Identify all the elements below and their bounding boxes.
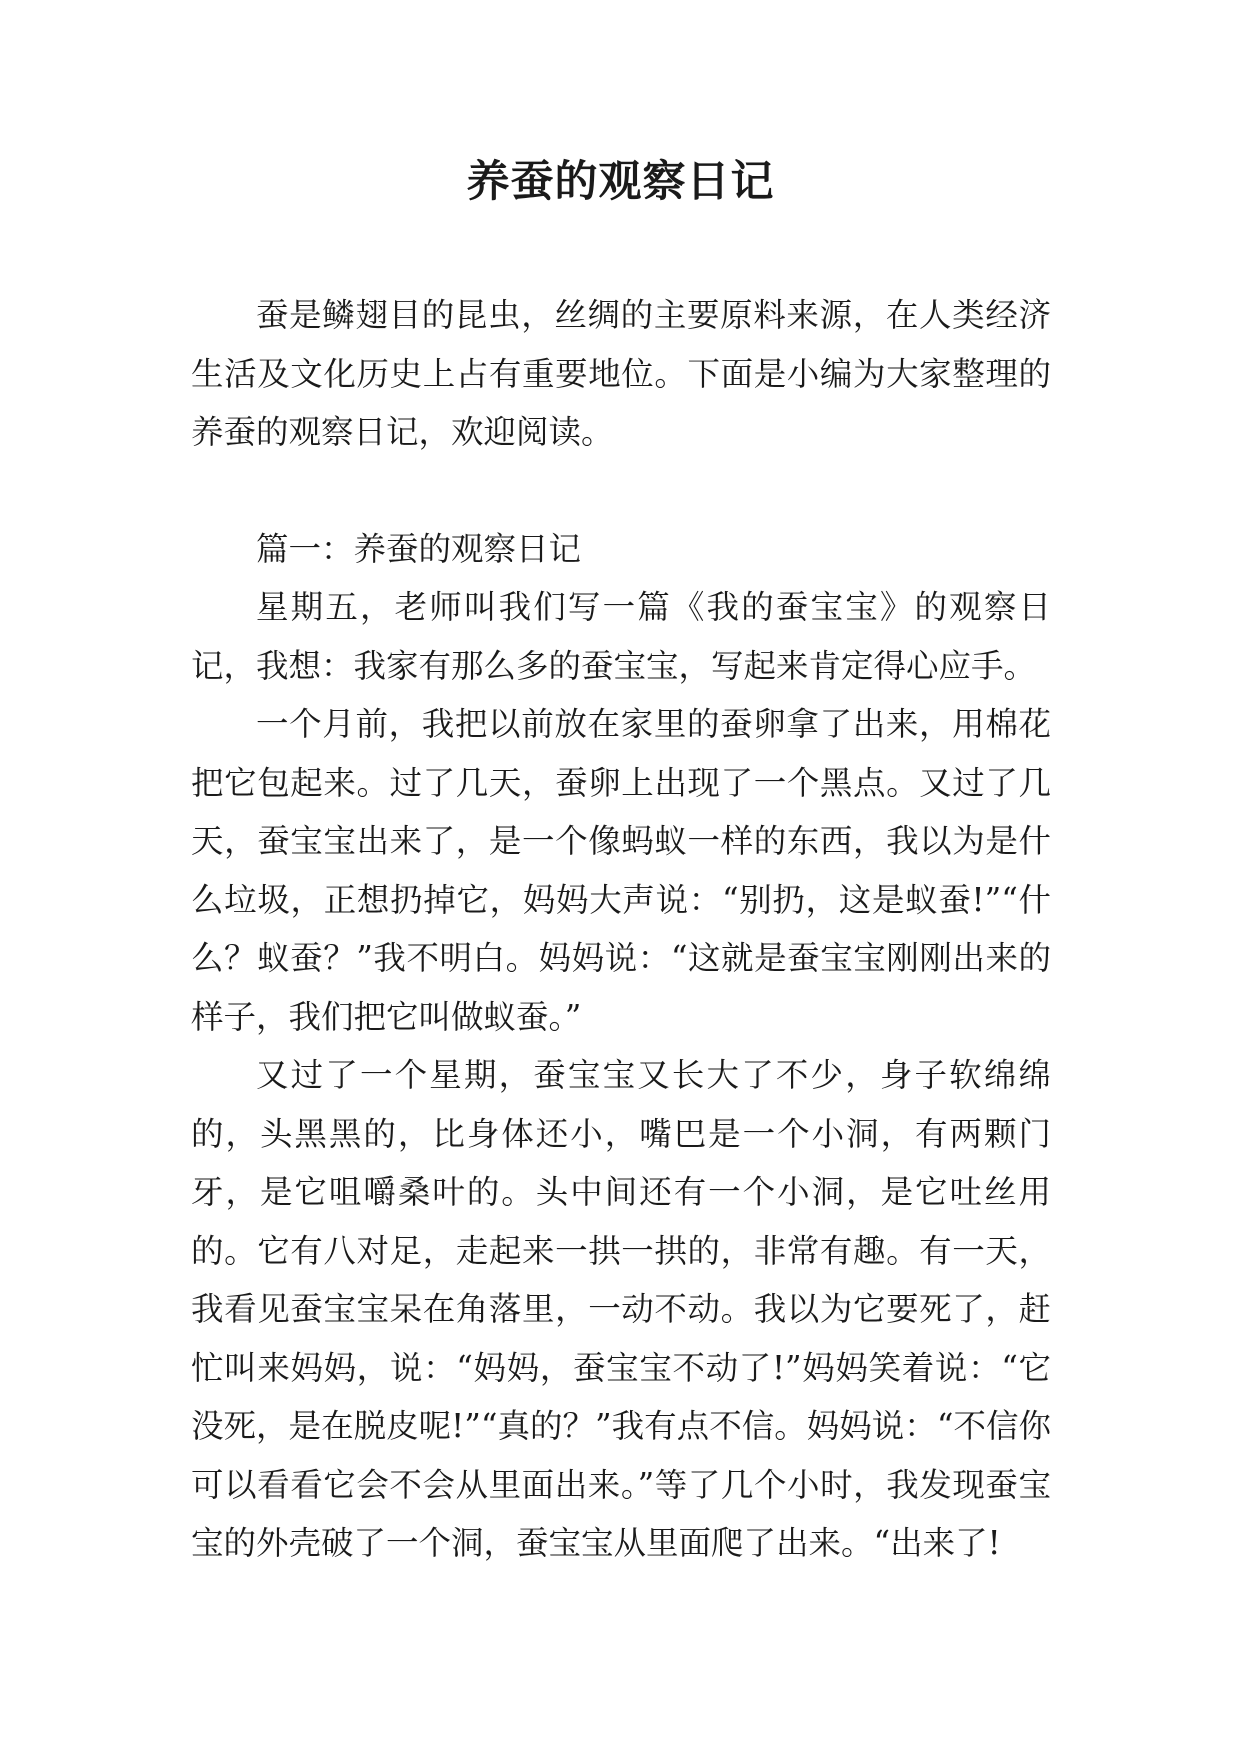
body-paragraph: 星期五，老师叫我们写一篇《我的蚕宝宝》的观察日记，我想：我家有那么多的蚕宝宝，写起来肯定得心应手。	[191, 588, 1051, 685]
document-body	[191, 286, 1051, 1573]
section-heading: 篇一：养蚕的观察日记	[256, 529, 582, 568]
document-title: 养蚕的观察日记	[466, 157, 775, 207]
body-paragraph: 一个月前，我把以前放在家里的蚕卵拿了出来，用棉花把它包起来。过了几天，蚕卵上出现了一个黑点。又过了几天，蚕宝宝出来了，是一个像蚂蚁一样的东西，我以为是什么垃圾，正想扔掉它，妈妈大声说：“别扔，这是蚁蚕!”“什么？蚁蚕？”我不明白。妈妈说：“这就是蚕宝宝刚刚出来的样子，我们把它叫做蚁蚕。”	[191, 705, 1051, 1036]
body-paragraph: 又过了一个星期，蚕宝宝又长大了不少，身子软绵绵的，头黑黑的，比身体还小，嘴巴是一个小洞，有两颗门牙，是它咀嚼桑叶的。头中间还有一个小洞，是它吐丝用的。它有八对足，走起来一拱一拱的，非常有趣。有一天，我看见蚕宝宝呆在角落里，一动不动。我以为它要死了，赶忙叫来妈妈，说：“妈妈，蚕宝宝不动了!”妈妈笑着说：“它没死，是在脱皮呢!”“真的？”我有点不信。妈妈说：“不信你可以看看它会不会从里面出来。”等了几个小时，我发现蚕宝宝的外壳破了一个洞，蚕宝宝从里面爬了出来。“出来了!	[191, 1056, 1051, 1562]
intro-paragraph: 蚕是鳞翅目的昆虫，丝绸的主要原料来源，在人类经济生活及文化历史上占有重要地位。下面是小编为大家整理的养蚕的观察日记，欢迎阅读。	[191, 296, 1051, 451]
